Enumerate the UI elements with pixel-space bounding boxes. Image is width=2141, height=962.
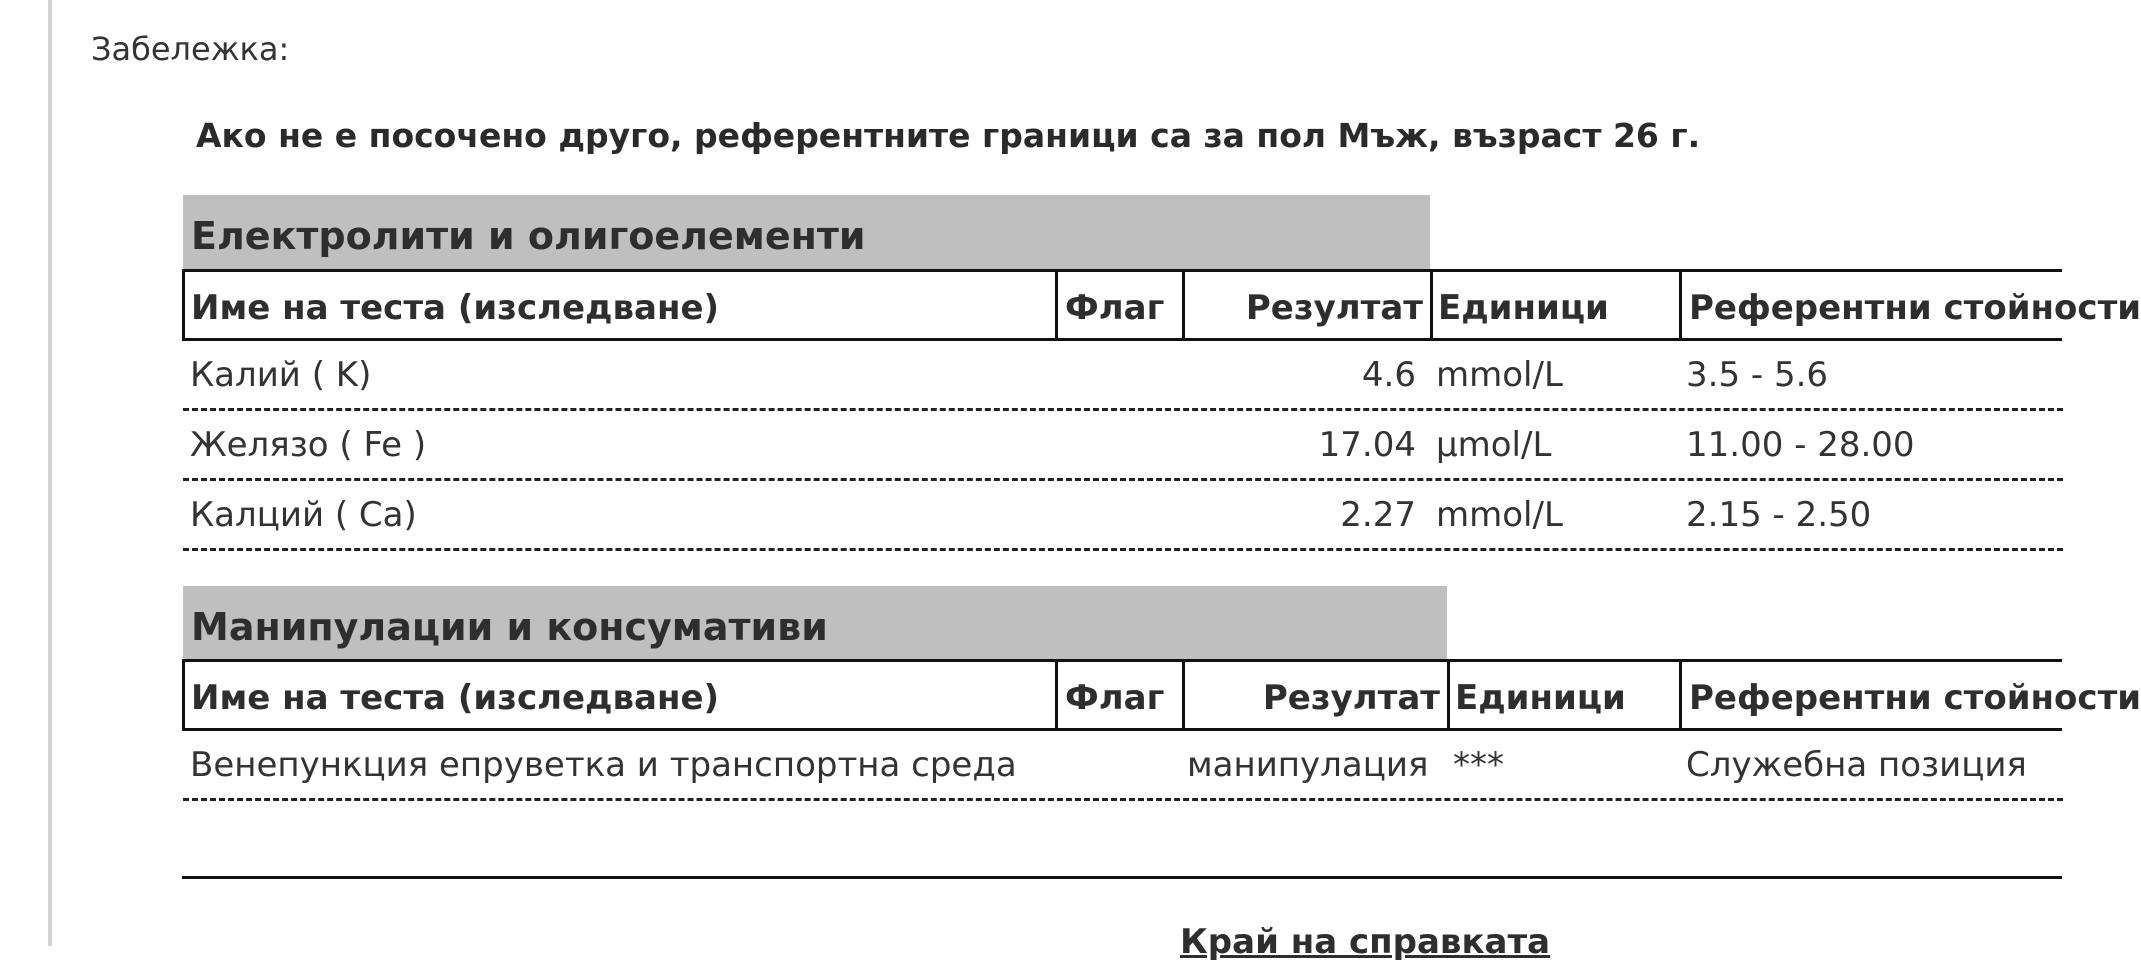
cell-result: 2.27 xyxy=(1340,495,1416,535)
column-divider xyxy=(1055,272,1058,338)
cell-flag xyxy=(1063,731,1163,797)
header-units: Единици xyxy=(1455,678,1626,718)
cell-units: mmol/L xyxy=(1436,355,1563,395)
header-result: Резултат xyxy=(1262,678,1440,718)
cell-reference: 3.5 - 5.6 xyxy=(1686,355,1829,395)
note-label: Забележка: xyxy=(91,30,290,68)
header-reference: Референтни стойности xyxy=(1689,288,2141,328)
header-flag: Флаг xyxy=(1065,288,1165,328)
cell-units: µmol/L xyxy=(1436,425,1552,465)
table-row xyxy=(183,731,2063,801)
header-result: Резултат xyxy=(1245,288,1423,328)
cell-test-name: Калций ( Ca) xyxy=(190,495,417,535)
table-row xyxy=(183,481,2063,551)
cell-test-name: Желязо ( Fe ) xyxy=(190,425,427,465)
report-end-text: Край на справката xyxy=(1180,922,1551,962)
page-left-border xyxy=(48,0,52,946)
cell-flag xyxy=(1063,341,1181,407)
cell-reference: Служебна позиция xyxy=(1686,745,2027,785)
cell-result: 17.04 xyxy=(1318,425,1416,465)
header-test-name: Име на теста (изследване) xyxy=(191,678,720,718)
row-divider xyxy=(183,798,2063,801)
header-units: Единици xyxy=(1438,288,1609,328)
report-end-line xyxy=(182,876,2062,879)
table-row xyxy=(183,411,2063,481)
column-divider xyxy=(1679,272,1682,338)
cell-test-name: Венепункция епруветка и транспортна среда xyxy=(190,745,1017,785)
reference-note: Ако не е посочено друго, референтните граници са за пол Мъж, възраст 26 г. xyxy=(196,116,1701,155)
column-divider xyxy=(1447,662,1450,728)
column-divider xyxy=(1679,662,1682,728)
cell-reference: 11.00 - 28.00 xyxy=(1686,425,1915,465)
cell-reference: 2.15 - 2.50 xyxy=(1686,495,1872,535)
row-divider xyxy=(183,548,2063,551)
cell-result: 4.6 xyxy=(1361,355,1416,395)
header-flag: Флаг xyxy=(1065,678,1165,718)
cell-flag xyxy=(1063,411,1181,477)
column-divider xyxy=(1430,272,1433,338)
cell-test-name: Калий ( K) xyxy=(190,355,372,395)
header-test-name: Име на теста (изследване) xyxy=(191,288,720,328)
section-title-manipulations: Манипулации и консумативи xyxy=(183,586,1447,661)
column-divider xyxy=(1182,662,1185,728)
cell-result: манипулация xyxy=(1187,745,1429,785)
column-divider xyxy=(1055,662,1058,728)
table-header-electrolytes xyxy=(182,269,2141,341)
cell-units: mmol/L xyxy=(1436,495,1563,535)
column-divider xyxy=(1182,272,1185,338)
section-title-electrolytes: Електролити и олигоелементи xyxy=(183,195,1430,270)
cell-flag xyxy=(1063,481,1181,547)
header-reference: Референтни стойности xyxy=(1689,678,2141,718)
table-header-manipulations xyxy=(182,659,2141,731)
cell-units: *** xyxy=(1453,745,1504,785)
table-row xyxy=(183,341,2063,411)
